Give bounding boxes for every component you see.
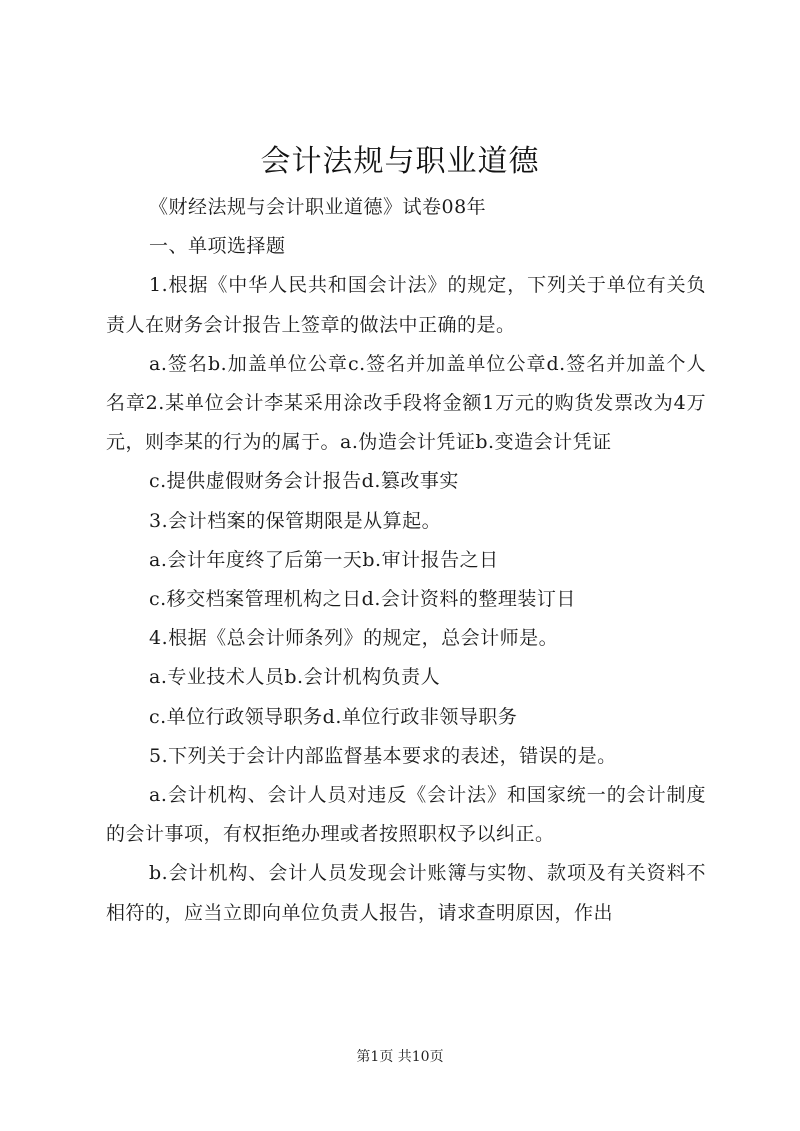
question-4-options-cd: c.单位行政领导职务d.单位行政非领导职务 [149, 705, 518, 728]
exam-subtitle: 《财经法规与会计职业道德》试卷08年 [149, 196, 487, 218]
question-3: 3.会计档案的保管期限是从算起。 [149, 509, 442, 532]
question-5: 5.下列关于会计内部监督基本要求的表述，错误的是。 [149, 744, 617, 767]
question-2-options-cd: c.提供虚假财务会计报告d.篡改事实 [149, 470, 459, 493]
question-5-option-b: b.会计机构、会计人员发现会计账簿与实物、款项及有关资料不相符的，应当立即向单位负责人报告，请求查明原因，作出 [106, 862, 706, 924]
question-1-options-question-2: a.签名b.加盖单位公章c.签名并加盖单位公章d.签名并加盖个人名章2.某单位会计李某采用涂改手段将金额1万元的购货发票改为4万元，则李某的行为的属于。a.伪造会计凭证b.变造会计凭证 [106, 352, 706, 454]
question-3-options-ab: a.会计年度终了后第一天b.审计报告之日 [149, 548, 499, 571]
question-3-options-cd: c.移交档案管理机构之日d.会计资料的整理装订日 [149, 588, 576, 611]
page-number-footer: 第1页 共10页 [356, 1049, 444, 1065]
question-4-options-ab: a.专业技术人员b.会计机构负责人 [149, 666, 441, 689]
section-heading: 一、单项选择题 [149, 235, 286, 258]
question-4: 4.根据《总会计师条列》的规定，总会计师是。 [149, 627, 559, 650]
document-title: 会计法规与职业道德 [260, 144, 540, 179]
document-body [106, 188, 706, 933]
question-1: 1.根据《中华人民共和国会计法》的规定，下列关于单位有关负责人在财务会计报告上签章的做法中正确的是。 [106, 274, 706, 336]
question-5-option-a: a.会计机构、会计人员对违反《会计法》和国家统一的会计制度的会计事项，有权拒绝办理或者按照职权予以纠正。 [106, 784, 706, 846]
